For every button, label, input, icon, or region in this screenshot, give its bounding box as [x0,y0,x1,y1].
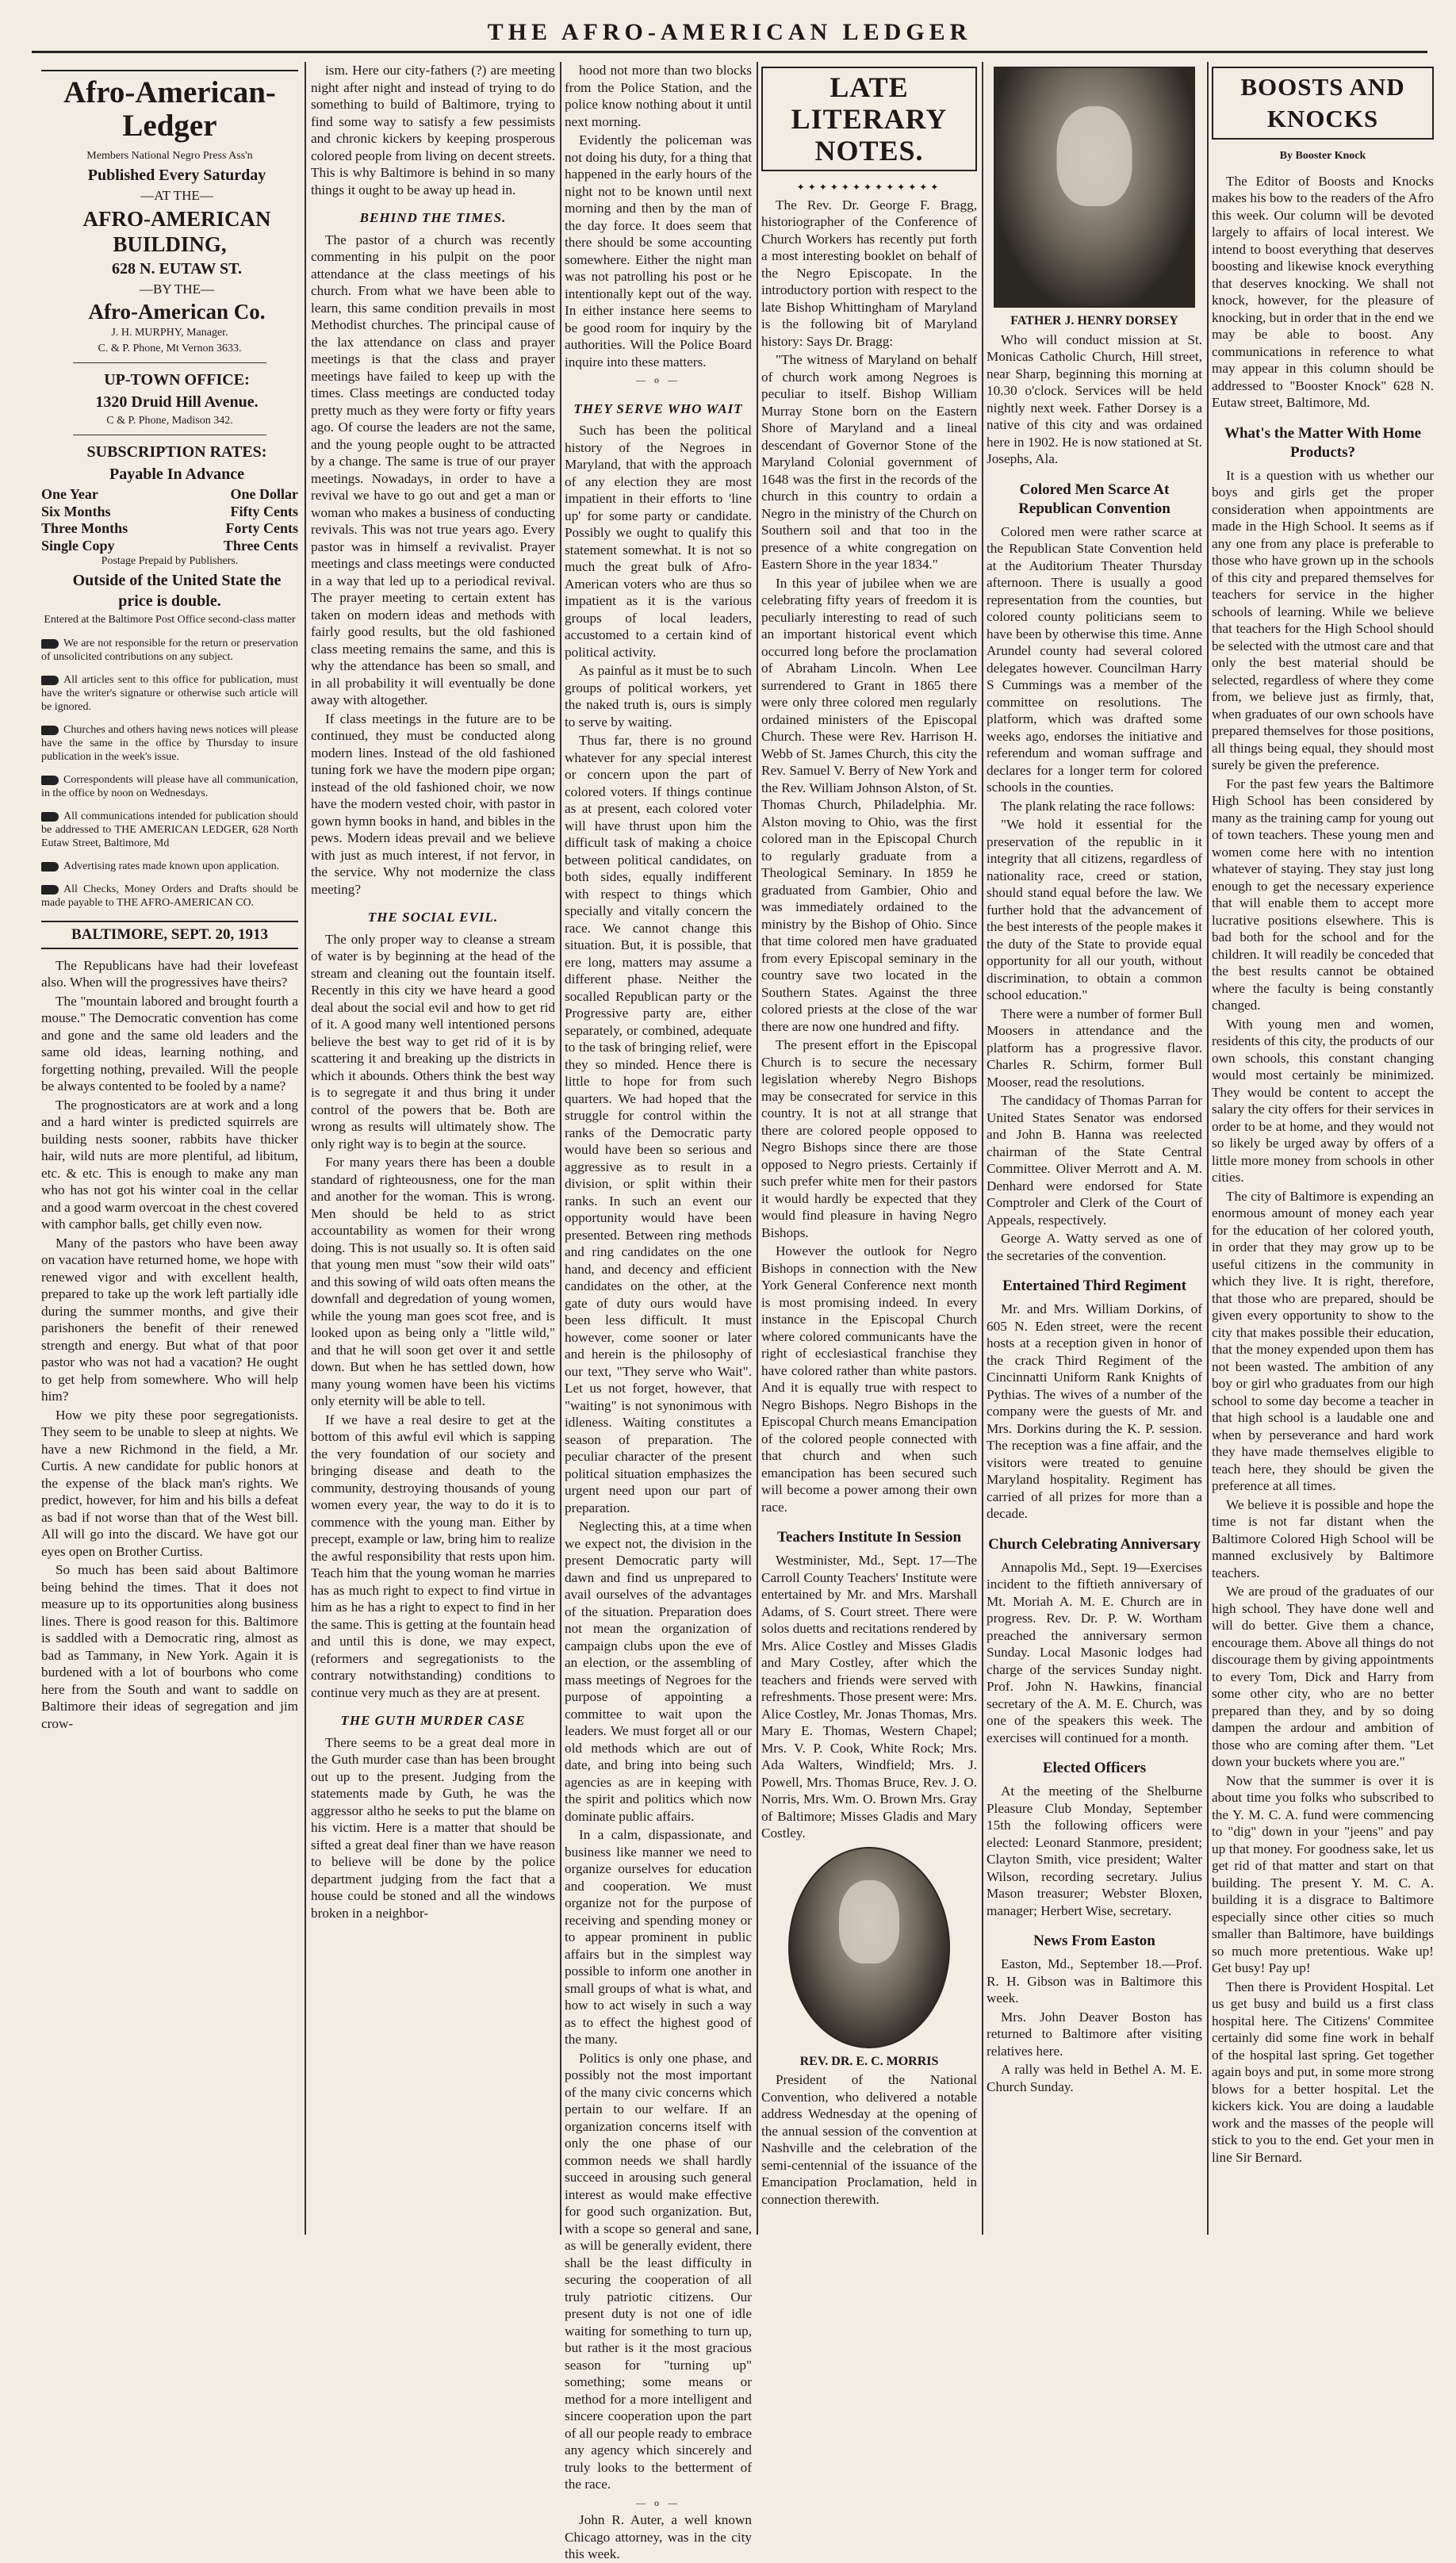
column-rule [1207,62,1209,2235]
headline: Colored Men Scarce At Republican Convention [1018,481,1171,517]
column-4 [761,62,977,2235]
building-address: 628 N. EUTAW ST. [112,259,242,278]
editorial-paragraph: So much has been said about Baltimore being behind the times. That it does not measure up to its opportunities along business lines. There is good reason for this. Baltimore is saddled with a Democratic ring, almost as bad as Tammany, in New York. Again it is burdened with a lot of bourbons who come here from the South and want to saddle on Baltimore their ideas of segregation and jim crow- [41,1562,298,1731]
column-rule [757,62,758,2235]
article-paragraph: The candidacy of Thomas Parran for United States Senator was endorsed and John B. Hanna was reelected chairman of the State Central Committee. Oliver Merrott and A. M. Denhard were endorsed for State Comptroler and Clerk of the Court of Appeals, respectively. [987,1093,1202,1228]
rate-table [41,486,298,554]
article-paragraph: The Rev. Dr. George F. Bragg, historiographer of the Conference of Church Workers has recently put forth a most interesting booklet on behalf of the Negro Episcopate. In the introductory portion with respect to the late Bishop Whittingham of Maryland is the following bit of Maryland history: Says Dr. Bragg: [761,197,977,349]
notice: We are not responsible for the return or preservation of unsolicited contributions on any subject. [41,638,298,663]
portrait-photo [994,67,1195,308]
editorial-paragraph: Thus far, there is no ground whatever for any special interest or concern upon the part of colored voters. If things continue as at present, each colored voter will have thrust upon him the difficult task of making a choice between political candidates, on both sides, equally indifferent with respect to things which specially and vitally concern the race. We cannot change this situation. But, it is possible, that ere long, matters may assume a different phase. Neither the socalled Republican party or the Progressive party are, either separately, or combined, adequate to the task of bringing relief, were they so minded. Hence there is little to hope for from such quarters. We had hoped that the struggle for control within the ranks of the Democratic party would have been so serious and aggressive as to result in a division, or split within their ranks. In such an event our opportunity would have been presented. Between ring methods and ring candidates on the one hand, and decency and efficient candidates on the other, at the gate of duty ours would have been less difficult. It must however, come sooner or later and herein is the philosophy of our text, "They serve who Wait". Let us not forget, however, that "waiting" is not synonimous with idleness. Waiting constitutes a season of preparation. The peculiar character of the present political situation emphasizes the urgent need upon our part of preparation. [565,733,752,1515]
editorial-paragraph: Politics is only one phase, and possibly not the most important of the many civic concerns which pertain to our welfare. If an organization concerns itself with only the one phase of our common needs we shall hardly succeed in arousing such general interest as would make effective for good such organization. But, with a scope so general and sane, as will be generally evident, there shall be the least difficulty in securing the cooperation of all truly patriotic citizens. Our present duty is not one of idle waiting for something to turn up, but rather is it the most gracious season for "turning up" something; some means or method for a more intelligent and sincere cooperation upon the part of all our people ready to embrace any agency which sincerely and truly looks to the betterment of the race. [565,2050,752,2492]
headline: Church Celebrating Anniversary [988,1535,1201,1553]
section-heading: BEHIND THE TIMES. [359,210,507,225]
dateline: BALTIMORE, SEPT. 20, 1913 [41,921,298,949]
masthead: THE AFRO-AMERICAN LEDGER [32,19,1427,53]
column-1 [41,62,298,2235]
column-paragraph: The city of Baltimore is expending an enormous amount of money each year for the education of her colored youth, in order that they may grow up to be useful citizens in the community in which they live. It is right, therefore, that those who are prepared, should be given every opportunity to show to the city that makes possible their education, that the money expended upon them has not been wasted. The ambition of any boy or girl who graduates from our high school to some day become a teacher in that high school is a laudable one and when by perseverance and hard work they have made themselves eligible to teach here, they should be given the preference at all times. [1212,1188,1434,1493]
notice: Correspondents will please have all communication, in the office by noon on Wednesdays. [41,774,298,799]
editorial-paragraph: There seems to be a great deal more in the Guth murder case than has been brought out up to the present. Judging from the statements made by Guth, he was the aggressor altho he seeks to put the blame on his victim. Here is a matter that should be sifted a great deal finer than we have reason to believe will be done by the police department judging from the fact that a house could be stoned and all the windows broken in a neighbor- [311,1734,555,1921]
editorial-paragraph: In a calm, dispassionate, and business like manner we need to organize ourselves for education and cooperation. We must organize not for the purpose of receiving and spending money or to appear prominent in public affairs but in the simplest way possible to inform one another in small groups of what is what, and how to act wisely in such a way as to effect the highest good of the many. [565,1827,752,2047]
byline: By Booster Knock [1279,150,1366,162]
rate-row: Three Months Forty Cents [41,520,298,536]
company-name: Afro-American Co. [88,300,266,324]
notice: All articles sent to this office for publication, must have the writer's signature or otherwise such article will be ignored. [41,674,298,713]
building-name: AFRO-AMERICAN BUILDING, [82,206,271,256]
column-5 [987,62,1202,2235]
article-paragraph: George A. Watty served as one of the secretaries of the convention. [987,1231,1202,1263]
editorial-paragraph: Evidently the policeman was not doing his duty, for a thing that happened in the early hours of the night not to be known until next morning and then by the man of the day force. It does seem that there should be some accounting somewhere. Either the night man was not patrolling his post or he intentionally kept out of the way. In either instance here seems to be good room for inquiry by the authorities. Will the Police Board inquire into these matters. [565,132,752,370]
section-title: BOOSTS AND KNOCKS [1212,67,1434,140]
editorial-paragraph: ism. Here our city-fathers (?) are meeting night after night and instead of trying to do something to build of Baltimore, trying to find some way to satisfy a few pessimists and chronic kickers by keeping prosperous colored people from living on decent streets. This is why Baltimore is behind in so many things it ought to be away up head in. [311,63,555,197]
press-membership: Members National Negro Press Ass'n [86,150,253,162]
notice: Advertising rates made known upon application. [41,860,298,873]
editorial-paragraph: The only proper way to cleanse a stream of water is by beginning at the head of the stream and cleaning out the fountain itself. Recently in this city we have heard a good deal about the social evil and how to get rid of it. A good many well intentioned persons believe the best way to get rid of it is by scattering it and breaking up the districts in which it abounds. Others think the best way is to segregate it and thus bring it under control of the powers that be. Both are wrong as results will ultimately show. The only right way is to begin at the source. [311,931,555,1151]
pointing-hand-icon [41,676,59,685]
manager-line: J. H. MURPHY, Manager. [111,327,228,339]
column-paragraph: We believe it is possible and hope the time is not far distant when the Baltimore Colored High School will be manned exclusively by Baltimore teachers. [1212,1496,1434,1580]
article-paragraph: Who will conduct mission at St. Monicas Catholic Church, Hill street, near Sharp, beginning this morning at 10.30 o'clock. Services will be held nightly next week. Father Dorsey is a native of this city and was ordained here in 1902. He is now stationed at St. Josephs, Ala. [987,331,1202,466]
headline: What's the Matter With Home Products? [1224,424,1422,461]
article-paragraph: Easton, Md., September 18.—Prof. R. H. Gibson was in Baltimore this week. [987,1956,1202,2006]
uptown-office-address: 1320 Druid Hill Avenue. [95,393,259,411]
ornament-divider: ✦✦✦✦✦✦✦✦✦✦✦✦✦ [796,182,942,193]
article-paragraph: However the outlook for Negro Bishops in connection with the New York General Conference next month is most promising indeed. In every instance in the Episcopal Church where colored communicants have the right of ecclesiastical franchise they have colored rather than white pastors. And it is equally true with respect to Negro Bishops. Negro Bishops in the Episcopal Church means Emancipation of the colored people connected with that church and when such emancipation has been secured such will become a power among their own race. [761,1243,977,1515]
column-paragraph: Then there is Provident Hospital. Let us get busy and build us a first class hospital here. The Citizens' Commitee certainly did some fine work in behalf of the hospital last spring. Get together again boys and put, in some more strong blows for a better hospital. Let the kickers kick. You are doing a laudable work and the masses of the people will stick to you to the end. Get your men in line Sir Bernard. [1212,1979,1434,2165]
editorial-paragraph: The "mountain labored and brought fourth a mouse." The Democratic convention has come and gone and the same old leaders and the same old ideas, learning nothing, and forgetting nothing, prevailed. Will the people be always contented to be fooled by a name? [41,993,298,1094]
rate-row: Six Months Fifty Cents [41,503,298,519]
article-paragraph: Mrs. John Deaver Boston has returned to Baltimore after visiting relatives here. [987,2009,1202,2059]
uptown-phone: C & P. Phone, Madison 342. [106,415,233,427]
pointing-hand-icon [41,885,59,895]
editorial-paragraph: For many years there has been a double standard of righteousness, one for the man and another for the woman. This is wrong. Men should be held to as strict accountability as women for their wrong doing. This is not usually so. It is often said that young men must "sow their wild oats" and this sowing of wild oats often means the downfall and degredation of young women, while the young man goes scot free, and is looked upon as being only a "little wild," and that he will soon get over it and settle down. But when he has settled down, how many young women have been his victims only eternity will be able to tell. [311,1155,555,1408]
column-6 [1212,62,1434,2235]
article-paragraph: The plank relating the race follows: [1001,798,1195,814]
article-paragraph: At the meeting of the Shelburne Pleasure Club Monday, September 15th the following officers were elected: Leonard Stanmore, president; Clayton Smith, vice president; Walter Wilson, recording secretary. Julius Mason treasurer; Webster Bloxen, manager; Herbert Wise, secretary. [987,1783,1202,1918]
subscription-rates-heading: SUBSCRIPTION RATES: [86,443,267,461]
editorial-paragraph: Neglecting this, at a time when we expect not, the division in the present Democratic party will dawn and find us unprepared to avail ourselves of the advantages of the situation. Preparation does not mean the organization of campaign clubs upon the eve of an election, or the assembling of mass meetings of Negroes for the purpose of appointing a committee to wait upon the leaders. We must forget all or our old methods which are out of date, and bring into being such agencies as are in keeping with the spirit and politics which now dominate public affairs. [565,1519,752,1824]
editorial-paragraph: The pastor of a church was recently commenting in his pulpit on the poor attendance at the class meetings of his church. From what we have been able to learn, this same condition prevails in most Methodist churches. The principal cause of the lax attendance on class and prayer meetings is that the class and prayer meetings have failed to keep up with the times. Class meetings are conducted today pretty much as they were forty or fifty years ago. Of course the leaders are not the same, and the young people ought to be attracted by a change. The same is true of our prayer meetings. Nowadays, in order to have a revival we have to go out and get a man or woman who makes a business of conducting revivals. This was not true years ago. Every pastor was in himself a revivalist. Prayer meetings and class meetings were conducted in a way that led up to a periodical revival. The prayer meeting to certain extent has taken on modern ideas and methods with fairly good results, but the old fashioned class meeting remains the same, and this is why the attendance has been so small, and in all probability it will eventually be done away with altogether. [311,232,555,707]
section-heading: THE GUTH MURDER CASE [340,1713,526,1728]
rate-row: One Year One Dollar [41,486,298,502]
article-paragraph: The present effort in the Episcopal Church is to secure the necessary legislation whereby Negro Bishops may be consecrated for service in this country. It is not at all strange that there are colored people opposed to Negro Bishops since there are those opposed to Negro priests. Certainly if such prefer white men for their pastors it would hardly be expected that they would find pleasure in having Negro Bishops. [761,1037,977,1240]
pointing-hand-icon [41,726,59,735]
phone-line: C. & P. Phone, Mt Vernon 3633. [98,343,242,354]
divider [73,362,266,363]
notice: Churches and others having news notices will please have the same in the office by Thursday to insure publication in the week's issue. [41,724,298,763]
editorial-paragraph: If we have a real desire to get at the bottom of this awful evil which is sapping the very foundation of our society and bringing disease and death to the community, destroying thousands of young women every year, the way to do it is to commence with the young man. Either by precept, example or law, bring him to realize the awful responsibility that rests upon him. Teach him that the young woman he marries has as much right to expect to find virtue in him as he has a right to expect to find in her the same. This is getting at the fountain head and until this is done, we may expect, (reformers and segregationists to the contrary notwithstanding) conditions to continue very much as they are at present. [311,1412,555,1700]
pointing-hand-icon [41,862,59,872]
article-paragraph: Mr. and Mrs. William Dorkins, of 605 N. Eden street, were the recent hosts at a reception given in honor of the crack Third Regiment of the Cincinnatti Uniform Rank Knights of Pythias. The wives of a number of the company were the guests of Mr. and Mrs. Dorkins during the K. P. session. The reception was a fine affair, and the visitors were treated to genuine Maryland hospitality. Regiment has carried of all prizes for more than a decade. [987,1301,1202,1521]
editorial-paragraph: The Republicans have had their lovefeast also. When will the progressives have theirs? [41,957,298,990]
article-paragraph: "We hold it essential for the preservation of the republic in it integrity that all citizens, regardless of nationality race, creed or station, should stand equal before the law. We further hold that the advancement of the best interests of the people makes it the duty of the State to provide equal opportunity for all our youth, without discrimination, to obtain a common school education." [987,817,1202,1002]
photo-caption: FATHER J. HENRY DORSEY [1010,314,1178,328]
ornament-divider: — o — [636,374,680,385]
column-2 [311,62,555,2235]
postage-note: Postage Prepaid by Publishers. [101,555,239,567]
column-rule [305,62,306,2235]
headline: News From Easton [1033,1933,1155,1949]
ornament-divider: — o — [636,2496,680,2508]
pointing-hand-icon [41,812,59,822]
section-title: LATE LITERARY NOTES. [761,67,977,171]
headline: Teachers Institute In Session [776,1529,962,1546]
article-paragraph: "The witness of Maryland on behalf of church work among Negroes is peculiar to itself. Bishop William Murray Stone born on the Eastern Shore of Maryland and a lineal descendant of Governor Stone of the Maryland Colonial government of 1648 was the first in the records of the church in this country to ordain a Negro in the ministry of the Church on Southern soil and that too in the presence of a white congregation on Eastern Shore in the year 1834." [761,352,977,572]
entered-note: Entered at the Baltimore Post Office second-class matter [44,614,296,626]
pointing-hand-icon [41,776,59,785]
portrait-photo [788,1847,950,2048]
article-paragraph: A rally was held in Bethel A. M. E. Church Sunday. [987,2062,1202,2094]
outside-us-note: Outside of the United State the price is double. [72,572,282,610]
article-paragraph: Westminister, Md., Sept. 17—The Carroll County Teachers' Institute were entertained by Mr. and Mrs. Marshall Adams, of S. Court street. There were solos duetts and recitations rendered by Mrs. Alice Costley and Misses Gladis and Mary Costley, after which the teachers and friends were served with refreshments. Those present were: Mrs. Alice Costley, Mr. Jonas Thomas, Mrs. Mary E. Thomas, Western Chapel; Mrs. V. P. Cook, White Rock; Mrs. Ada Walters, Windfield; Mrs. J. Powell, Mrs. Thomas Bruce, Rev. J. O. Norris, Mrs. Wm. O. Brown Mrs. Gray of Baltimore; Misses Gladis and Mary Costley. [761,1553,977,1841]
column-paragraph: It is a question with us whether our boys and girls get the proper consideration when appointments are made in the High School. It seems as if any one from any place is preferable to those who have grown up in the schools of this city and prepared themselves for teachers for service in the higher schools of learning. While we believe that teachers for the High School should be selected with the utmost care and that only the best material should be selected, regardless of where they come from, we believe just as firmly, that, when graduates of our own schools have prepared themselves for those positions, all things being equal, they should most surely be given the preference. [1212,467,1434,772]
article-paragraph: Annapolis Md., Sept. 19—Exercises incident to the fiftieth anniversary of Mt. Moriah A. M. E. Church are in progress. Rev. Dr. P. W. Wortham preached the anniversary sermon Sunday. Local Masonic lodges had charge of the services Sunday night. Prof. John N. Hawkins, financial secretary of the A. M. E. Church, was one of the speakers this week. The exercises will continued for a month. [987,1559,1202,1745]
editorial-paragraph: As painful as it must be to such groups of political workers, yet the naked truth is, ours is simply to serve by waiting. [565,663,752,730]
editorial-paragraph: How we pity these poor segregationists. They seem to be unable to sleep at nights. We have a new Richmond in the field, a Mr. Curtis. A new candidate for public honors at the expense of the black man's rights. We predict, however, for him and his bills a defeat as bad if not worse than that of the West bill. All will go into the discard. We have got our eyes open on Brother Curtiss. [41,1407,298,1559]
photo-caption: REV. DR. E. C. MORRIS [799,2054,939,2068]
editorial-paragraph: If class meetings in the future are to be continued, they must be conducted along modern lines. Instead of the old fashioned tuning fork we have the modern pipe organ; instead of the old fashioned choir, we now have the modern vested choir, with pastor in gown hymn books in hand, and bibles in the pews. Modern ideas prevail and we believe with just as much interest, if not fervor, in the service. Why not modernize the class meeting? [311,711,555,897]
column-rule [982,62,983,2235]
section-heading: THE SOCIAL EVIL. [367,910,499,925]
editorial-paragraph: Many of the pastors who have been away on vacation have returned home, we hope with renewed vigor and with excellent health, prepared to take up the work left partially idle during the summer months, and give their parishoners the benefit of their renewed strength and energy. But what of that poor pastor who was not had a vacation? He ought to get help from somewhere. Who will help him? [41,1235,298,1404]
headline: Elected Officers [1042,1760,1147,1776]
article-paragraph: President of the National Convention, who delivered a notable address Wednesday at the opening of the annual session of the convention at Nashville and the celebration of the semi-centennial of the issuance of the Emancipation Proclamation, held in connection therewith. [761,2072,977,2207]
column-paragraph: With young men and women, residents of this city, the products of our own schools, this constant changing would most certainly be minimized. They would be content to accept the salary the city offers for their services in order to be at home, and they would not so likely be urged away by offers of a little more money from schools in other cities. [1212,1016,1434,1185]
editorial-paragraph: hood not more than two blocks from the Police Station, and the police know nothing about it until next morning. [565,63,752,129]
published-line: Published Every Saturday [87,167,266,184]
notice: All Checks, Money Orders and Drafts should be made payable to THE AFRO-AMERICAN CO. [41,883,298,909]
news-item: John R. Auter, a well known Chicago attorney, was in the city this week. [565,2512,752,2561]
uptown-office-label: UP-TOWN OFFICE: [104,371,250,389]
article-paragraph: Colored men were rather scarce at the Republican State Convention held at the Auditorium Theater Thursday afternoon. There is usually a good representation from the counties, but colored county politicians seem to have been by otherwise this time. Anne Arundel county had several colored delegates however. Councilman Harry S Cummings was a member of the committee on resolutions. The platform, which was drafted some weeks ago, endorses the initiative and referendum and woman suffrage and declares for a longer term for colored schools in the counties. [987,523,1202,795]
editorial-paragraph: The prognosticators are at work and a long and a hard winter is predicted squirrels are building nests sooner, rabbits have thicker hair, wild nuts are more plentiful, ad libitum, etc. & etc. This is enough to make any man who has not got his winter coal in the cellar and a good warm overcoat in the chest covered with camphor balls, get chilly even now. [41,1097,298,1232]
column-paragraph: For the past few years the Baltimore High School has been considered by many as the training camp for young out of town teachers. These young men and women come here with no intention whatever of staying. They stay just long enough to get the necessary experience that will enable them to accept more lucrative positions elsewhere. This is bad both for the school and for the children. It will readily be conceded that the best results cannot be obtained where the faculty is being constantly changed. [1212,776,1434,1013]
paper-title: Afro-American-Ledger [41,70,298,143]
article-paragraph: There were a number of former Bull Moosers in attendance and the platform has a progressive flavor. Charles R. Schirm, former Bull Mooser, read the resolutions. [987,1006,1202,1090]
column-paragraph: Now that the summer is over it is about time you folks who subscribed to the Y. M. C. A. fund were commencing to "dig" down in your "jeens" and pay up that money. For goodness sake, let us get rid of that matter and start on that building. The present Y. M. C. A. building it is a disgrace to Baltimore especially since other cities so much smaller than Baltimore, have buildings so much more pretentious. Wake up! Get busy! Pay up! [1212,1772,1434,1975]
column-3 [565,62,752,2561]
headline: Entertained Third Regiment [1002,1278,1186,1294]
section-heading: THEY SERVE WHO WAIT [573,400,743,416]
article-paragraph: In this year of jubilee when we are celebrating fifty years of freedom it is peculiarly interesting to read of such an important historical event which occurred long before the proclamation of Abraham Lincoln. When Lee surrendered to Grant in 1865 there were only three colored men regularly ordained ministers of the Episcopal Church. These were Rev. Harrison H. Webb of St. James Church, this city the Rev. Samuel V. Berry of New York and the Rev. William Johnson Alston, of St. Thomas Church, Philadelphia. Mr. Alston moving to Ohio, was the first colored man in the Episcopal Church to regularly graduate from a Theological Seminary. In 1859 he graduated from Gambier, Ohio and was immediately ordained to the ministry by the Bishop of Ohio. Since that time colored men have graduated from every Episcopal seminary in the country save two located in the Southern States. Against the three colored priests at the close of the war there are now one hundred and fifty. [761,575,977,1034]
by-the: —BY THE— [140,281,214,297]
at-the: —AT THE— [140,188,213,203]
column-rule [560,62,561,2235]
editorial-paragraph: Such has been the political history of the Negroes in Maryland, that with the approach of any election they are most impatient in their efforts to 'line up' for some party or candidate. Possibly we ought to qualify this statement somewhat. It is not so much the great bulk of Afro-American voters who are thus so impatient as it is the various groups of local leaders, accustomed to a certain kind of political activity. [565,423,752,660]
rate-row: Single Copy Three Cents [41,537,298,554]
pointing-hand-icon [41,639,59,649]
payable-in-advance: Payable In Advance [109,465,245,483]
column-paragraph: We are proud of the graduates of our high school. They have done well and will do better. Give them a chance, encourage them. Above all things do not discourage them by giving appointments to every Tom, Dick and Harry from some other city, who are no better prepared than they, and by so doing dampen the ardour and ambition of those who are coming after them. "Let down your buckets where you are." [1212,1584,1434,1769]
column-paragraph: The Editor of Boosts and Knocks makes his bow to the readers of the Afro this week. Our column will be devoted largely to affairs of local interest. We intend to boost everything that deserves boosting and likewise knock everything that deserves knocking. We shall not knock, however, for the pleasure of knocking, but in order that in the end we may be able to boost. Any communications in reference to what may appear in this column should be addressed to "Booster Knock" 628 N. Eutaw street, Baltimore, Md. [1212,173,1434,410]
notice: All communications intended for publication should be addressed to THE AMERICAN LEDGER, 628 North Eutaw Street, Baltimore, Md [41,810,298,849]
